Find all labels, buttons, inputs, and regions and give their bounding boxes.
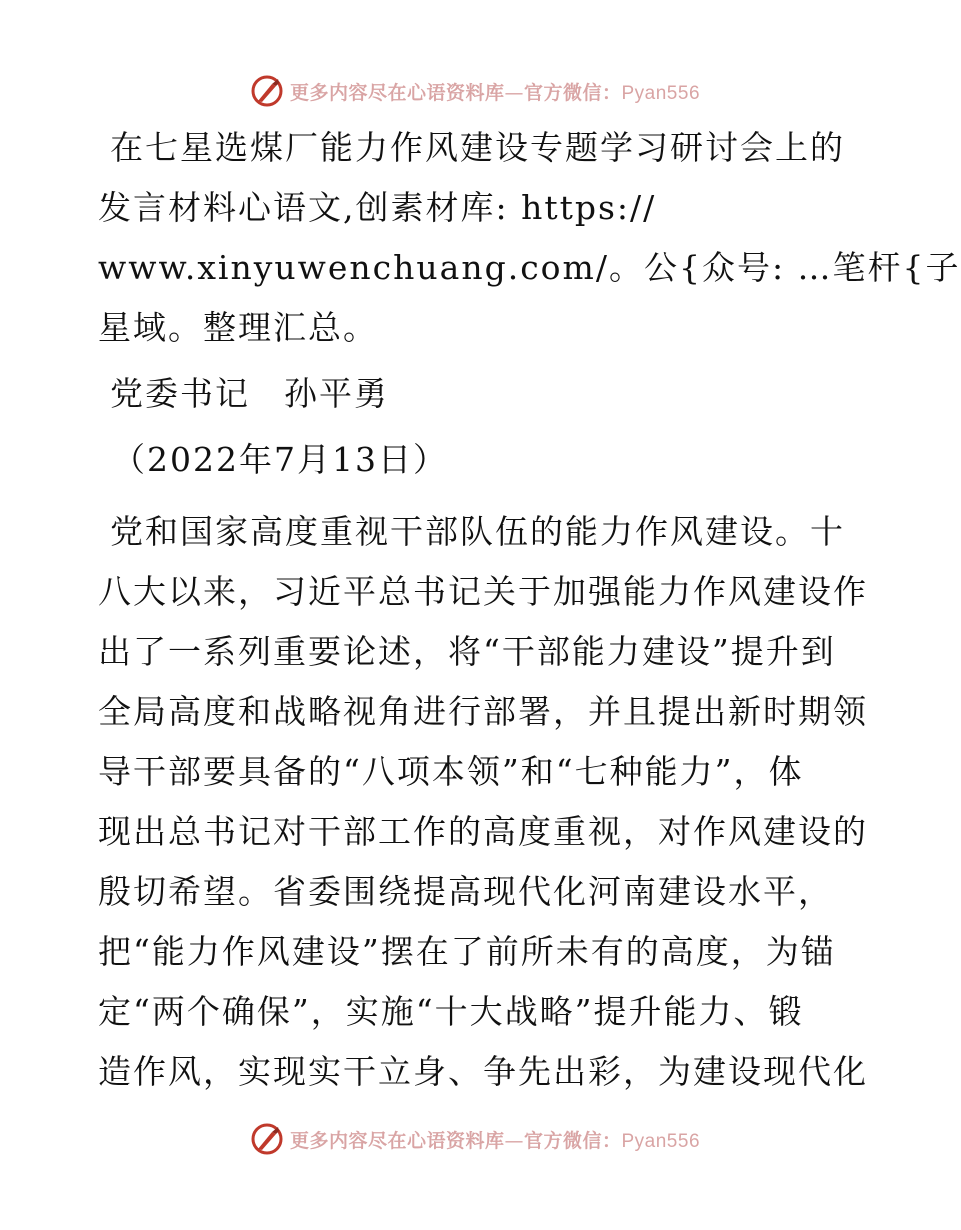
document-body xyxy=(98,118,961,1102)
quill-logo-icon xyxy=(250,1122,284,1156)
body-line: 现出总书记对干部工作的高度重视，对作风建设的 xyxy=(98,812,868,851)
watermark-id: Pyan556 xyxy=(621,82,701,104)
watermark-label: 官方微信： xyxy=(523,1129,622,1152)
author-name: 孙平勇 xyxy=(284,374,389,413)
title-line: 星域。整理汇总。 xyxy=(98,308,378,347)
body-line: 出了一系列重要论述，将“干部能力建设”提升到 xyxy=(98,632,836,671)
body-line: 全局高度和战略视角进行部署，并且提出新时期领 xyxy=(98,692,868,731)
header-watermark xyxy=(0,71,950,111)
watermark-label: 官方微信： xyxy=(523,81,622,104)
watermark-separator: — xyxy=(504,81,524,104)
body-line: 导干部要具备的“八项本领”和“七种能力”，体 xyxy=(98,752,804,791)
body-line: 定“两个确保”，实施“十大战略”提升能力、锻 xyxy=(98,992,804,1031)
body-line: 把“能力作风建设”摆在了前所未有的高度，为锚 xyxy=(98,932,836,971)
title-line: www.xinyuwenchuang.com/。公{众号: …笔杆{子 xyxy=(98,248,961,287)
title-line: 在七星选煤厂能力作风建设专题学习研讨会上的 xyxy=(110,128,845,167)
date-line: （2022年7月13日） xyxy=(112,440,448,479)
author-role: 党委书记 xyxy=(110,374,250,413)
body-line: 殷切希望。省委围绕提高现代化河南建设水平， xyxy=(98,872,833,911)
quill-logo-icon xyxy=(250,74,284,108)
title-line: 发言材料心语文,创素材库: https:// xyxy=(98,188,657,227)
watermark-id: Pyan556 xyxy=(621,1130,701,1152)
watermark-text: 更多内容尽在心语资料库 xyxy=(289,1129,505,1152)
footer-watermark xyxy=(0,1119,950,1159)
author-line xyxy=(98,364,850,424)
body-line: 党和国家高度重视干部队伍的能力作风建设。十 xyxy=(110,512,845,551)
body-line: 造作风，实现实干立身、争先出彩，为建设现代化 xyxy=(98,1052,868,1091)
watermark-separator: — xyxy=(504,1129,524,1152)
body-line: 八大以来，习近平总书记关于加强能力作风建设作 xyxy=(98,572,868,611)
watermark-text: 更多内容尽在心语资料库 xyxy=(289,81,505,104)
